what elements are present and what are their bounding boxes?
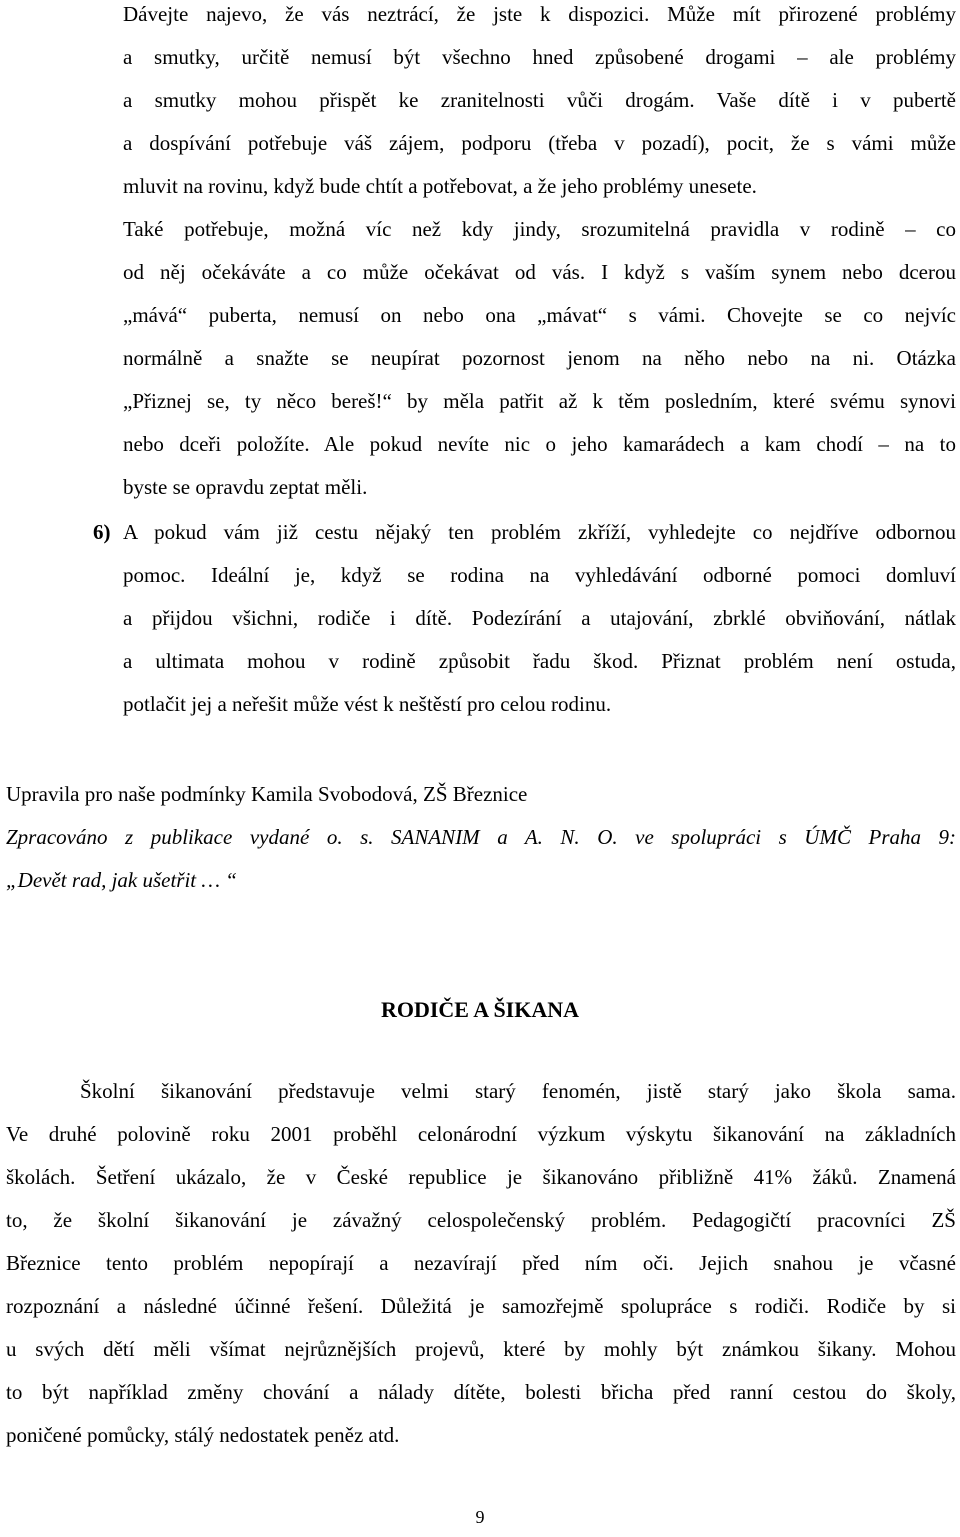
section-heading: RODIČE A ŠIKANA	[380, 997, 580, 1022]
text-line: a smutky mohou přispět ke zranitelnosti vůči drogám. Vaše dítě i v pubertě	[123, 88, 956, 112]
source-line: Zpracováno z publikace vydané o. s. SANANIM a A. N. O. ve spolupráci s ÚMČ Praha 9:	[6, 825, 956, 849]
list-item-number: 6)	[93, 520, 111, 544]
text-line: Školní šikanování představuje velmi starý fenomén, jistě starý jako škola sama.	[80, 1079, 956, 1103]
text-line: „Přiznej se, ty něco bereš!“ by měla patřit až k těm posledním, které svému synovi	[123, 389, 956, 413]
text-line: a smutky, určitě nemusí být všechno hned způsobené drogami – ale problémy	[123, 45, 956, 69]
text-line: potlačit jej a neřešit může vést k neštěstí pro celou rodinu.	[123, 692, 612, 716]
source-line: „Devět rad, jak ušetřit … “	[6, 868, 237, 892]
text-line: nebo dceři položíte. Ale pokud nevíte nic o jeho kamarádech a kam chodí – na to	[123, 432, 956, 456]
text-line: normálně a snažte se neupírat pozornost jenom na něho nebo na ni. Otázka	[123, 346, 956, 370]
text-line: od něj očekáváte a co může očekávat od vás. I když s vaším synem nebo dcerou	[123, 260, 956, 284]
text-line: a přijdou všichni, rodiče i dítě. Podezírání a utajování, zbrklé obviňování, nátlak	[123, 606, 956, 630]
text-line: školách. Šetření ukázalo, že v České republice je šikanováno přibližně 41% žáků. Znamená	[6, 1165, 956, 1189]
text-line: Také potřebuje, možná víc než kdy jindy, srozumitelná pravidla v rodině – co	[123, 217, 956, 241]
text-line: a ultimata mohou v rodině způsobit řadu škod. Přiznat problém není ostuda,	[123, 649, 956, 673]
text-line: „mává“ puberta, nemusí on nebo ona „mávat“ s vámi. Chovejte se co nejvíc	[123, 303, 956, 327]
text-line: Dávejte najevo, že vás neztrácí, že jste k dispozici. Může mít přirozené problémy	[123, 2, 956, 26]
page-number: 9	[475, 1507, 485, 1527]
text-line: Březnice tento problém nepopírají a nezavírají před ním oči. Jejich snahou je včasné	[6, 1251, 956, 1275]
text-line: to, že školní šikanování je závažný celospolečenský problém. Pedagogičtí pracovníci ZŠ	[6, 1208, 956, 1232]
text-line: Ve druhé polovině roku 2001 proběhl celonárodní výzkum výskytu šikanování na základních	[6, 1122, 956, 1146]
text-line: A pokud vám již cestu nějaký ten problém zkříží, vyhledejte co nejdříve odbornou	[123, 520, 956, 544]
text-line: pomoc. Ideální je, když se rodina na vyhledávání odborné pomoci domluví	[123, 563, 956, 587]
text-line: rozpoznání a následné účinné řešení. Důležitá je samozřejmě spolupráce s rodiči. Rodiče by si	[6, 1294, 956, 1318]
text-line: a dospívání potřebuje váš zájem, podporu (třeba v pozadí), pocit, že s vámi může	[123, 131, 956, 155]
text-line: u svých dětí měli všímat nejrůznějších projevů, které by mohly být známkou šikany. Mohou	[6, 1337, 956, 1361]
text-line: poničené pomůcky, stálý nedostatek peněz atd.	[6, 1423, 400, 1447]
text-line: to být například změny chování a nálady dítěte, bolesti břicha před ranní cestou do školy,	[6, 1380, 956, 1404]
text-line: mluvit na rovinu, když bude chtít a potřebovat, a že jeho problémy unesete.	[123, 174, 757, 198]
text-line: byste se opravdu zeptat měli.	[123, 475, 368, 499]
credit-line: Upravila pro naše podmínky Kamila Svobodová, ZŠ Březnice	[6, 782, 528, 806]
